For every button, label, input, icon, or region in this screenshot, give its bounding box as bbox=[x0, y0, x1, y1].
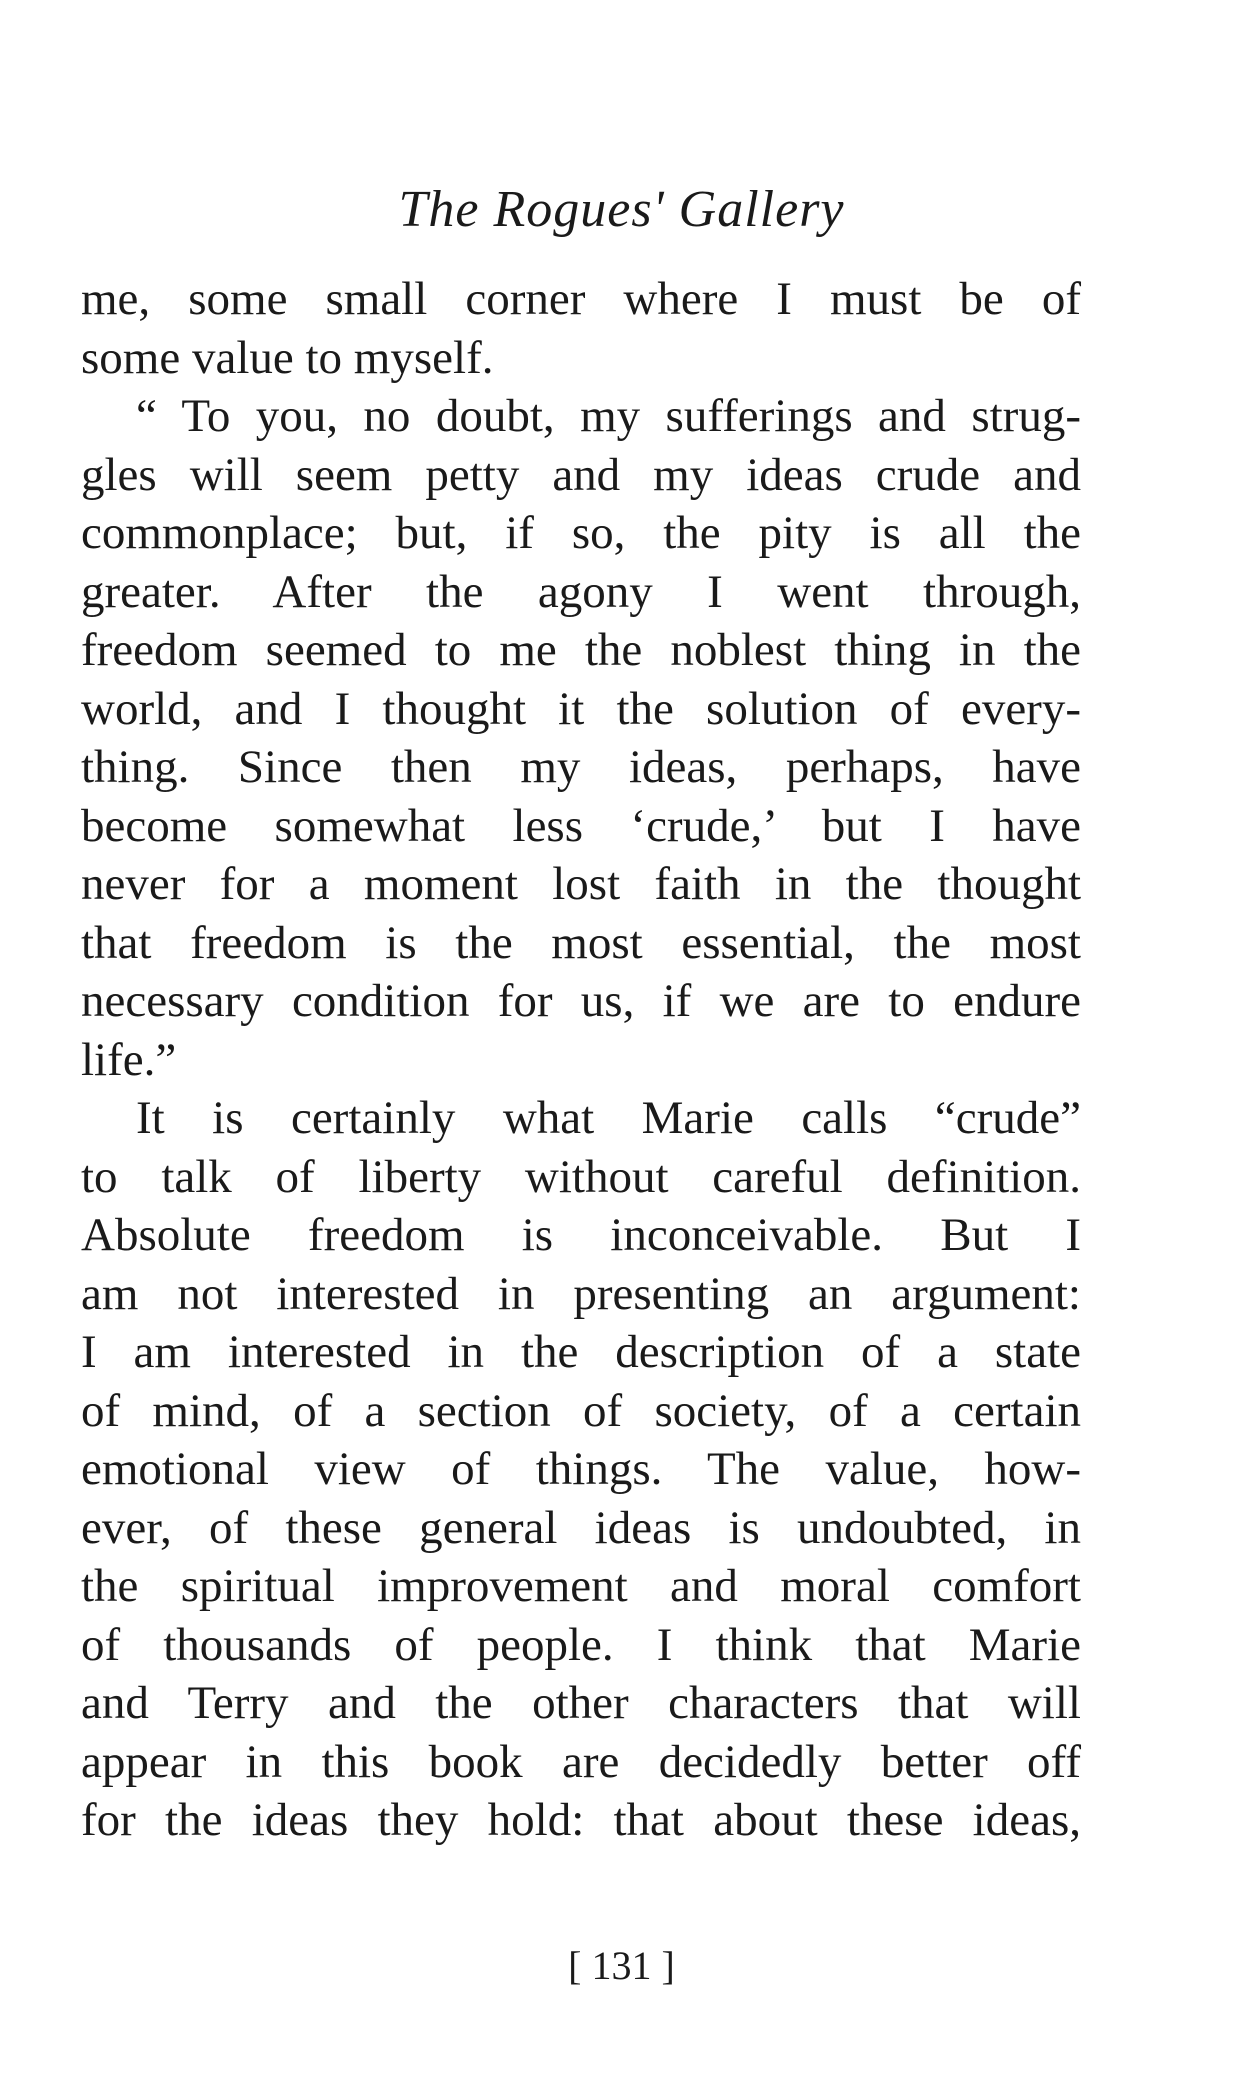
text-line: ever, of these general ideas is undoubted, in bbox=[81, 1501, 1081, 1554]
text-line: life.” bbox=[81, 1033, 177, 1086]
text-line: Absolute freedom is inconceivable. But I bbox=[81, 1209, 1081, 1261]
text-line: commonplace; but, if so, the pity is all the bbox=[81, 507, 1081, 559]
text-line: “ To you, no doubt, my sufferings and strug- bbox=[136, 390, 1081, 442]
text-line: I am interested in the description of a state bbox=[81, 1326, 1081, 1378]
text-line: and Terry and the other characters that will bbox=[81, 1677, 1081, 1729]
text-line: to talk of liberty without careful definition. bbox=[81, 1150, 1081, 1203]
text-line: greater. After the agony I went through, bbox=[81, 565, 1081, 618]
text-line: necessary condition for us, if we are to endure bbox=[81, 975, 1081, 1027]
text-line: become somewhat less ‘crude,’ but I have bbox=[81, 799, 1081, 852]
text-line: some value to myself. bbox=[81, 331, 494, 384]
running-head: The Rogues' Gallery bbox=[398, 181, 845, 238]
text-line: world, and I thought it the solution of every- bbox=[81, 682, 1081, 735]
text-line: freedom seemed to me the noblest thing in the bbox=[81, 624, 1081, 676]
text-line: that freedom is the most essential, the most bbox=[81, 916, 1081, 969]
text-line: am not interested in presenting an argument: bbox=[81, 1267, 1081, 1320]
text-line: gles will seem petty and my ideas crude and bbox=[81, 448, 1081, 501]
text-line: appear in this book are decidedly better off bbox=[81, 1735, 1081, 1788]
text-line: me, some small corner where I must be of bbox=[81, 273, 1081, 325]
text-line: for the ideas they hold: that about these ideas, bbox=[81, 1794, 1081, 1846]
text-line: never for a moment lost faith in the thought bbox=[81, 858, 1081, 910]
text-line: of thousands of people. I think that Marie bbox=[81, 1618, 1081, 1671]
text-line: thing. Since then my ideas, perhaps, have bbox=[81, 741, 1081, 793]
page-number: [ 131 ] bbox=[568, 1943, 675, 1988]
body-text bbox=[81, 270, 1081, 1850]
text-line: of mind, of a section of society, of a certain bbox=[81, 1384, 1081, 1437]
text-line: emotional view of things. The value, how- bbox=[81, 1443, 1081, 1495]
text-line: It is certainly what Marie calls “crude” bbox=[136, 1092, 1081, 1144]
text-line: the spiritual improvement and moral comfort bbox=[81, 1560, 1081, 1612]
